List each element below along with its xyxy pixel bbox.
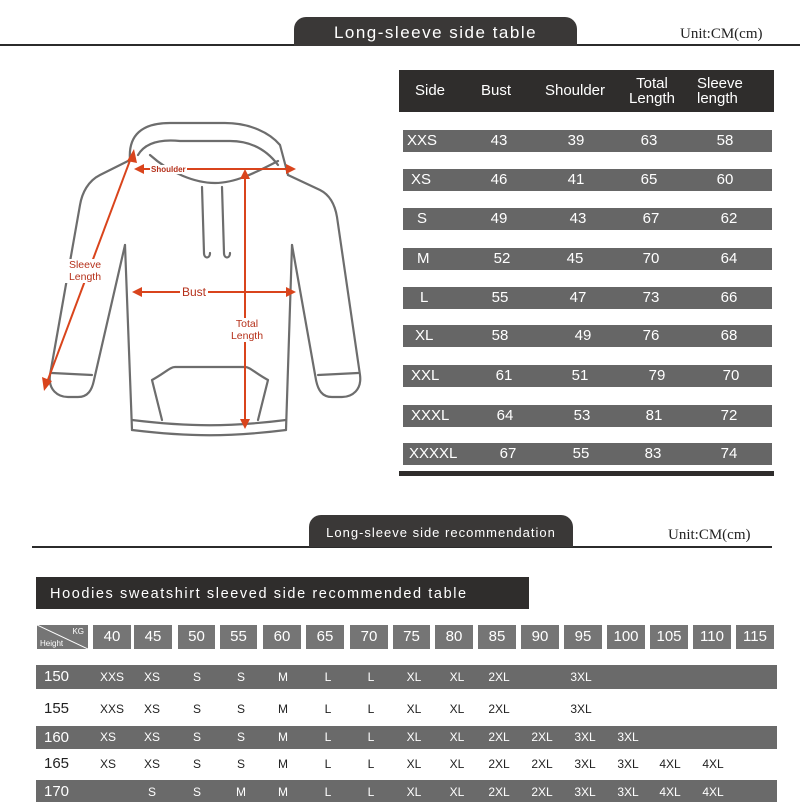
weight-header-cell: 65 — [306, 625, 344, 649]
size-cell: XS — [411, 171, 432, 188]
shoulder-cell: 39 — [567, 132, 585, 149]
size-cell: M — [417, 250, 430, 267]
size-cell: XL — [406, 785, 422, 799]
recommendation-unit-label: Unit:CM(cm) — [668, 527, 751, 543]
size-cell: 3XL — [570, 702, 592, 716]
weight-header-cell: 100 — [607, 625, 645, 649]
shoulder-cell: 55 — [572, 445, 590, 462]
weight-header-cell: 105 — [650, 625, 688, 649]
length-cell: 81 — [645, 407, 663, 424]
bust-cell: 58 — [491, 327, 509, 344]
size-cell: 3XL — [617, 757, 639, 771]
weight-header-cell: 70 — [350, 625, 388, 649]
size-cell: S — [147, 785, 156, 799]
size-cell: M — [278, 730, 288, 744]
size-cell: S — [417, 210, 428, 227]
weight-header-cell: 90 — [521, 625, 559, 649]
size-cell: L — [367, 785, 375, 799]
length-cell: 76 — [642, 327, 660, 344]
table-row — [36, 780, 777, 802]
size-cell: M — [278, 670, 288, 684]
table-row — [403, 130, 772, 152]
size-cell: XL — [449, 670, 465, 684]
size-cell: 2XL — [488, 785, 510, 799]
size-cell: XS — [143, 730, 160, 744]
size-cell: XXS — [407, 132, 438, 149]
size-cell: 3XL — [617, 785, 639, 799]
length-cell: 65 — [640, 171, 658, 188]
size-cell: 4XL — [659, 785, 681, 799]
shoulder-cell: 53 — [573, 407, 591, 424]
size-cell: 2XL — [488, 670, 510, 684]
size-cell: 2XL — [488, 757, 510, 771]
length-cell: 83 — [644, 445, 662, 462]
size-cell: M — [236, 785, 246, 799]
size-cell: 3XL — [574, 757, 596, 771]
size-cell: XL — [449, 757, 465, 771]
size-cell: XL — [406, 730, 422, 744]
weight-header-cell: 60 — [263, 625, 301, 649]
bust-label: Bust — [182, 285, 207, 299]
header-bust: Bust — [480, 82, 511, 99]
size-table-header — [399, 70, 774, 112]
size-cell: L — [367, 670, 375, 684]
size-cell: 4XL — [702, 757, 724, 771]
size-cell: XS — [99, 757, 116, 771]
size-cell: L — [367, 757, 375, 771]
size-cell: L — [324, 730, 332, 744]
size-cell: XS — [143, 757, 160, 771]
size-cell: S — [192, 785, 201, 799]
table-row — [403, 365, 772, 387]
size-cell: 2XL — [488, 730, 510, 744]
size-cell: XS — [99, 730, 116, 744]
header-sleeve-length: Sleeve length — [697, 75, 743, 107]
height-cell: 170 — [44, 783, 70, 800]
size-cell: XS — [143, 702, 160, 716]
size-table-bottom-rule — [399, 471, 774, 476]
height-cell: 150 — [44, 668, 70, 685]
bust-cell: 55 — [491, 289, 509, 306]
table-row — [403, 208, 772, 230]
length-cell: 73 — [642, 289, 660, 306]
table-row — [36, 726, 777, 749]
size-cell: L — [367, 702, 375, 716]
table-row — [403, 169, 772, 191]
size-cell: XL — [449, 785, 465, 799]
weight-header-cell: 110 — [693, 625, 731, 649]
size-table-title: Long-sleeve side table — [294, 17, 577, 46]
table-row — [403, 405, 772, 427]
sleeve-cell: 58 — [716, 132, 734, 149]
bust-cell: 67 — [499, 445, 517, 462]
size-cell: M — [278, 785, 288, 799]
length-cell: 79 — [648, 367, 666, 384]
header-total-length: Total Length — [629, 75, 675, 107]
bust-cell: 64 — [496, 407, 514, 424]
length-cell: 70 — [642, 250, 660, 267]
size-cell: S — [236, 670, 245, 684]
sleeve-cell: 62 — [720, 210, 738, 227]
bust-cell: 46 — [490, 171, 508, 188]
size-cell: XL — [415, 327, 434, 344]
weight-header-cell: 40 — [93, 625, 131, 649]
height-weight-corner — [37, 625, 88, 649]
shoulder-cell: 43 — [569, 210, 587, 227]
size-cell: S — [192, 730, 201, 744]
corner-height-label: Height — [40, 639, 64, 648]
size-cell: 3XL — [574, 785, 596, 799]
table-row — [36, 697, 777, 721]
size-cell: S — [236, 757, 245, 771]
size-cell: 3XL — [617, 730, 639, 744]
weight-header-cell: 55 — [220, 625, 257, 649]
sleeve-cell: 70 — [722, 367, 740, 384]
height-cell: 160 — [44, 729, 70, 746]
header-side: Side — [414, 82, 446, 99]
weight-header-cell: 75 — [393, 625, 430, 649]
size-cell: XXS — [99, 702, 124, 716]
sleeve-length-label: Sleeve Length — [63, 259, 107, 283]
size-cell: L — [324, 785, 332, 799]
weight-header-cell: 85 — [478, 625, 516, 649]
size-cell: 3XL — [570, 670, 592, 684]
bust-cell: 49 — [490, 210, 508, 227]
size-cell: XS — [143, 670, 160, 684]
size-unit-label: Unit:CM(cm) — [680, 26, 763, 42]
recommendation-section-title: Long-sleeve side recommendation table — [309, 515, 573, 547]
sleeve-cell: 66 — [720, 289, 738, 306]
weight-header-cell: 80 — [435, 625, 473, 649]
size-cell: XXL — [411, 367, 440, 384]
weight-header-cell: 50 — [178, 625, 215, 649]
shoulder-cell: 49 — [574, 327, 592, 344]
size-cell: XXS — [99, 670, 124, 684]
size-cell: 2XL — [488, 702, 510, 716]
size-cell: S — [236, 702, 245, 716]
size-cell: XL — [406, 702, 422, 716]
size-cell: 3XL — [574, 730, 596, 744]
table-row — [36, 752, 777, 776]
table-row — [36, 665, 777, 689]
size-cell: S — [192, 702, 201, 716]
weight-header-cell: 45 — [134, 625, 172, 649]
shoulder-cell: 45 — [566, 250, 584, 267]
table-row — [403, 443, 772, 465]
corner-kg-label: KG — [72, 627, 84, 636]
size-cell: L — [420, 289, 429, 306]
size-cell: M — [278, 757, 288, 771]
table-row — [403, 325, 772, 347]
recommendation-table-title: Hoodies sweatshirt sleeved side recommended table — [36, 577, 529, 609]
size-cell: L — [324, 757, 332, 771]
size-cell: 2XL — [531, 730, 553, 744]
bust-cell: 43 — [490, 132, 508, 149]
bust-cell: 52 — [493, 250, 511, 267]
size-cell: XXXXL — [409, 445, 458, 462]
size-cell: L — [324, 702, 332, 716]
header-shoulder: Shoulder — [544, 82, 606, 99]
size-cell: S — [192, 757, 201, 771]
table-row — [403, 248, 772, 270]
length-cell: 67 — [642, 210, 660, 227]
shoulder-cell: 47 — [569, 289, 587, 306]
size-cell: L — [324, 670, 332, 684]
length-cell: 63 — [640, 132, 658, 149]
size-cell: S — [192, 670, 201, 684]
sleeve-cell: 68 — [720, 327, 738, 344]
weight-header-cell: 115 — [736, 625, 774, 649]
size-cell: XL — [406, 757, 422, 771]
size-cell: 2XL — [531, 757, 553, 771]
table-row — [403, 287, 772, 309]
sleeve-cell: 64 — [720, 250, 738, 267]
bust-cell: 61 — [495, 367, 513, 384]
height-cell: 155 — [44, 700, 70, 717]
size-cell: L — [367, 730, 375, 744]
size-cell: XL — [449, 702, 465, 716]
size-cell: 2XL — [531, 785, 553, 799]
size-cell: XL — [449, 730, 465, 744]
size-cell: 4XL — [659, 757, 681, 771]
sleeve-cell: 72 — [720, 407, 738, 424]
size-cell: 4XL — [702, 785, 724, 799]
weight-header-cell: 95 — [564, 625, 602, 649]
sleeve-cell: 74 — [720, 445, 738, 462]
sleeve-cell: 60 — [716, 171, 734, 188]
shoulder-label: Shoulder — [151, 165, 186, 174]
size-cell: M — [278, 702, 288, 716]
height-cell: 165 — [44, 755, 70, 772]
shoulder-cell: 51 — [571, 367, 589, 384]
size-cell: XL — [406, 670, 422, 684]
size-cell: S — [236, 730, 245, 744]
total-length-label: Total Length — [227, 318, 267, 342]
size-cell: XXXL — [411, 407, 450, 424]
shoulder-cell: 41 — [567, 171, 585, 188]
